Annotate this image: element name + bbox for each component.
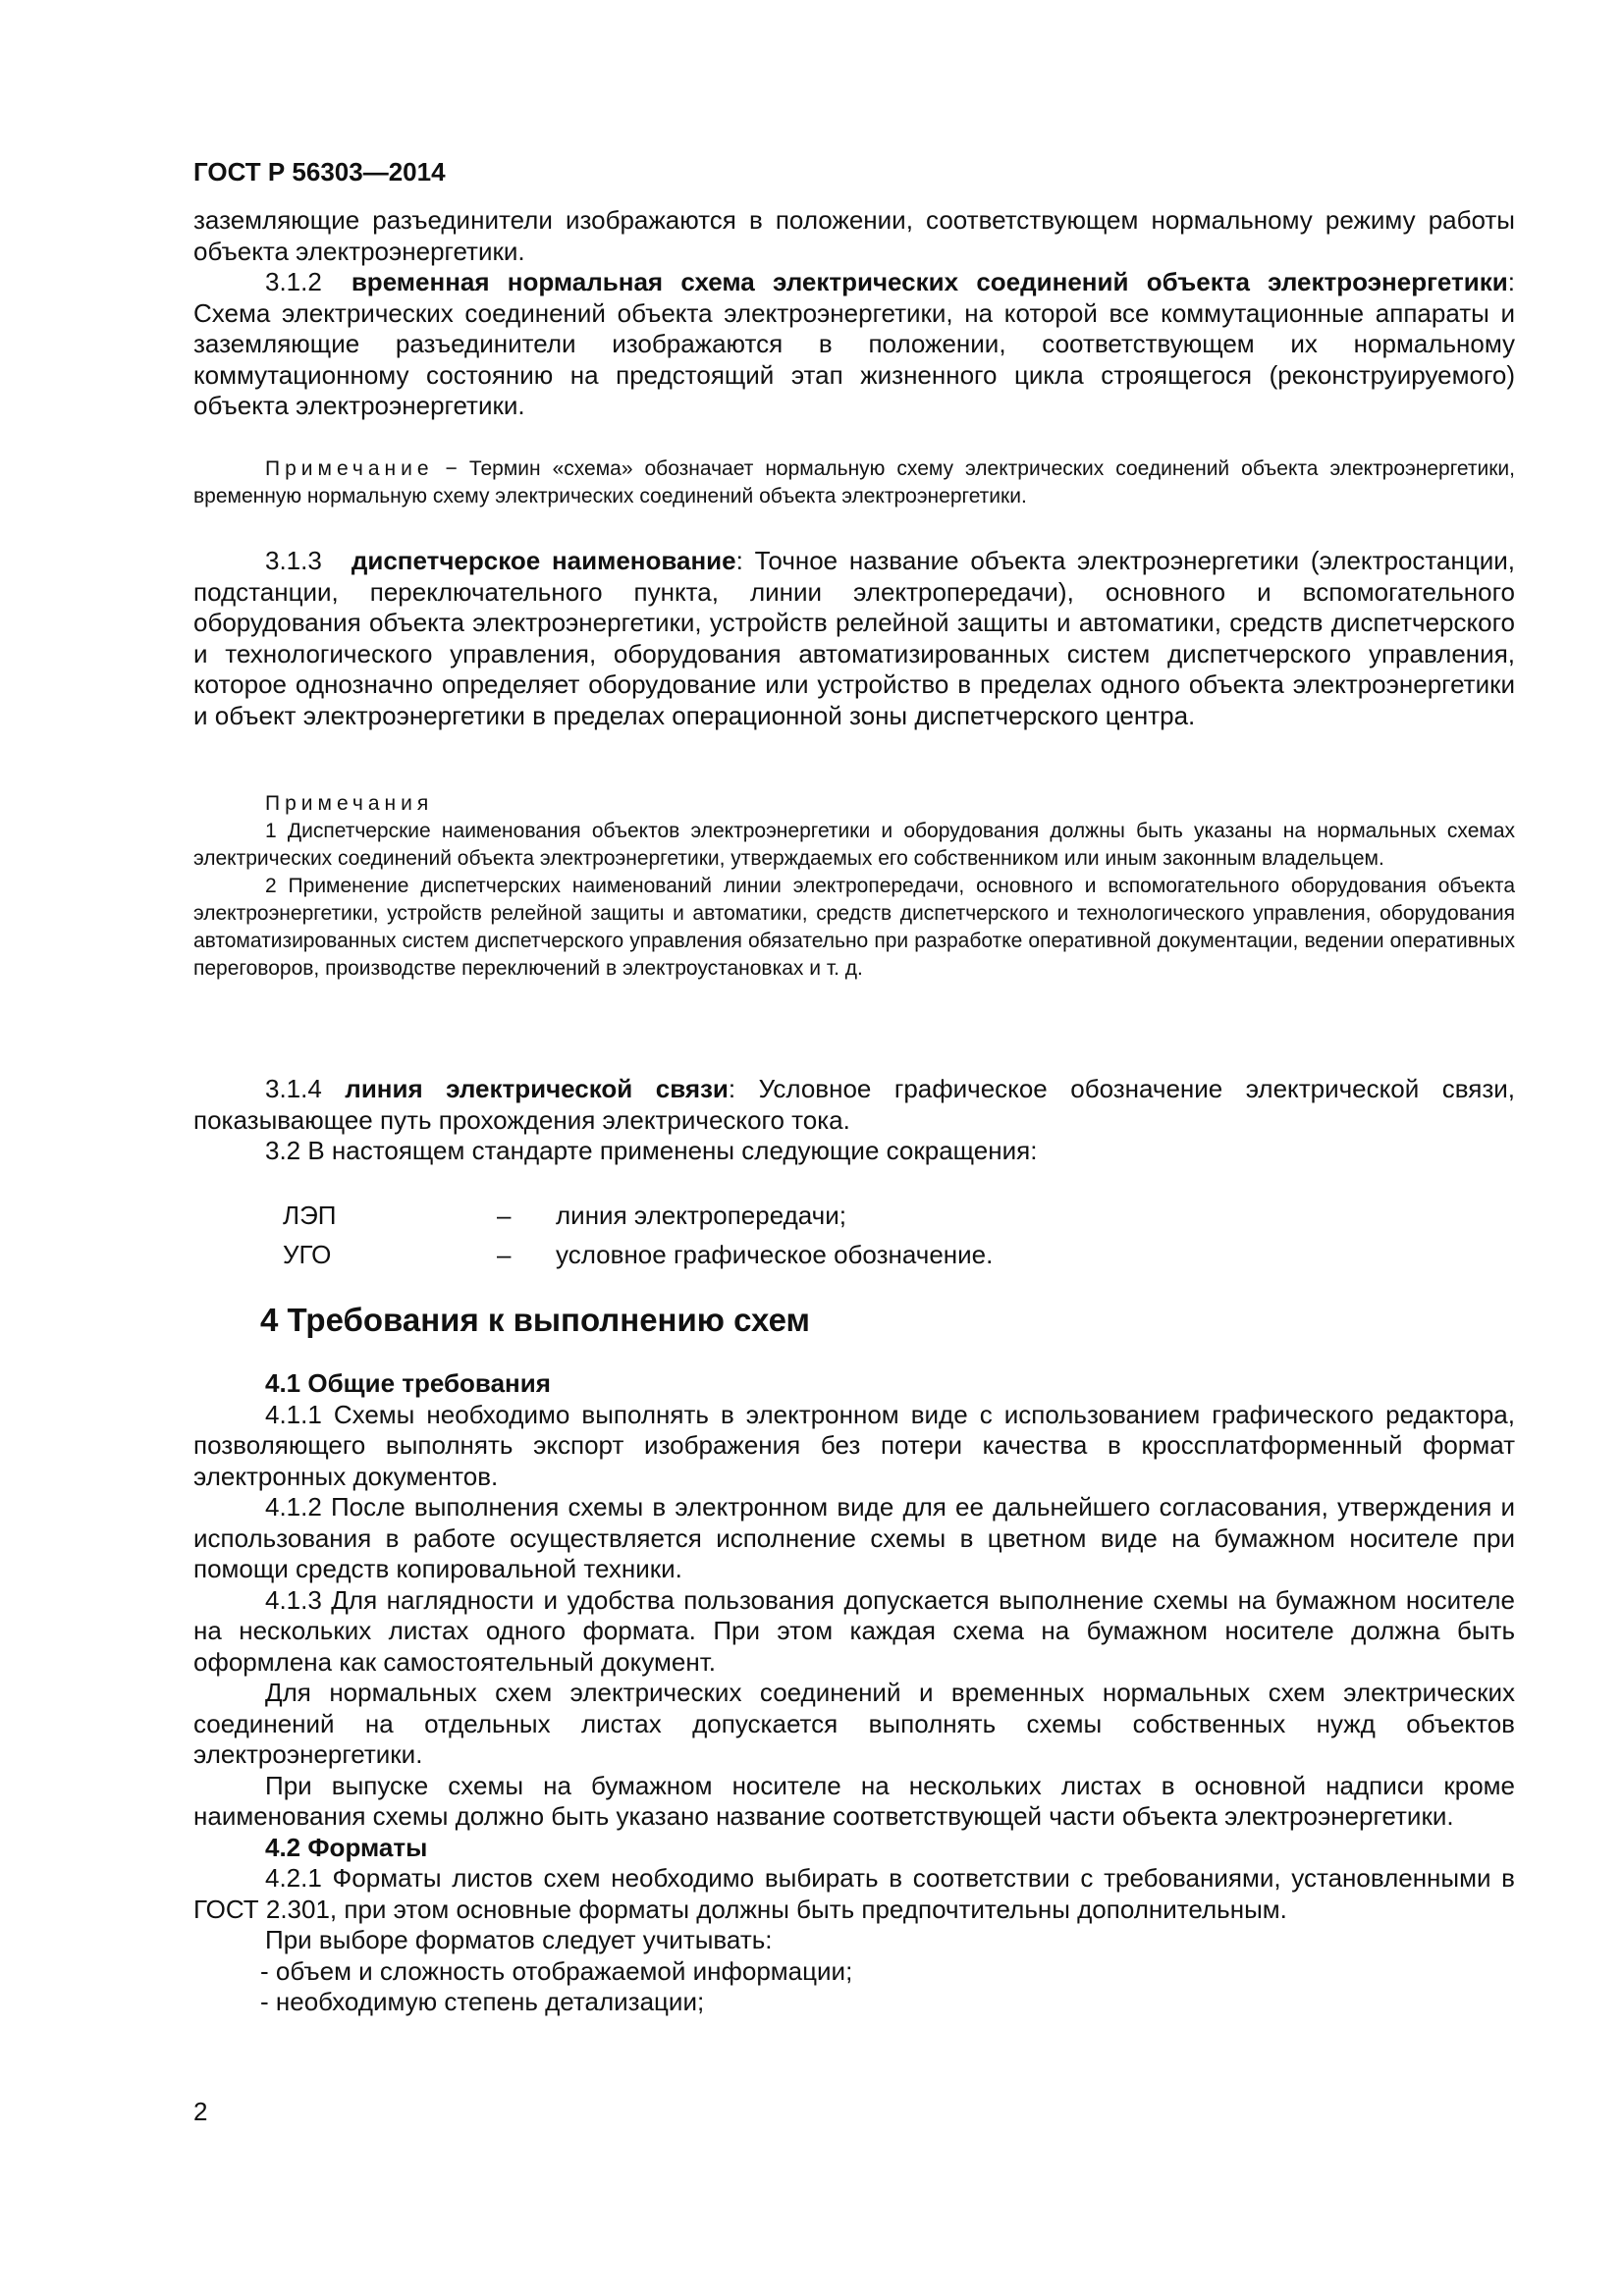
paragraph-4-1-1: 4.1.1 Схемы необходимо выполнять в электронном виде с использованием графического редактора, позволяющего выполнять экспорт изображения без потери качества в кроссплатформенный формат электронных документов. [193,1399,1515,1491]
term-name: диспетчерское наименование [351,546,736,575]
abbreviation-meaning: линия электропередачи; [556,1201,846,1230]
paragraph-4-2-1: 4.2.1 Форматы листов схем необходимо выбирать в соответствии с требованиями, установленными в ГОСТ 2.301, при этом основные форматы должны быть предпочтительны дополнительным. [193,1863,1515,1924]
top-block [193,205,1515,422]
abbreviation-row [193,1235,1515,1274]
abbreviation: УГО [283,1240,332,1269]
section-4-heading-block [193,1302,1515,1339]
section-4-body [193,1368,1515,2018]
abbreviations-intro: 3.2 В настоящем стандарте применены следующие сокращения: [265,1136,1038,1165]
subsection-heading-4-2: 4.2 Форматы [265,1832,428,1862]
document-header-code: ГОСТ Р 56303—2014 [193,157,446,187]
term-3-1-4 [193,1074,1515,1136]
note-block-1 [193,455,1515,510]
abbreviation-meaning: условное графическое обозначение. [556,1240,994,1269]
paragraph-4-1-2: 4.1.2 После выполнения схемы в электронном виде для ее дальнейшего согласования, утверждения и использования в работе осуществляется исполнение схемы в цветном виде на бумажном носителе при помощи средств копировальной техники. [193,1492,1515,1583]
term-number: 3.1.4 [265,1074,322,1103]
paragraph-4-2-1-b: При выборе форматов следует учитывать: [265,1925,773,1954]
paragraph-4-1-3-c: При выпуске схемы на бумажном носителе на нескольких листах в основной надписи кроме наименования схемы должно быть указано название соответствующей части объекта электроэнергетики. [193,1770,1515,1831]
list-item: - объем и сложность отображаемой информации; [260,1955,853,1986]
abbreviation-dash: – [497,1201,512,1230]
term-3-1-4-block [193,1074,1515,1167]
term-name: линия электрической связи [345,1074,729,1103]
abbreviation-dash: – [497,1240,512,1269]
section-heading: 4 Требования к выполнению схем [260,1302,810,1338]
term-number: 3.1.3 [265,546,322,575]
term-name: временная нормальная схема электрических соединений объекта электроэнергетики [351,267,1508,296]
notes-block [193,790,1515,983]
note-label: Примечание [265,457,434,480]
abbreviation: ЛЭП [283,1201,337,1230]
term-definition: : Условное графическое обозначение электрической связи, показывающее путь прохождения электрического тока. [193,1074,1515,1135]
continuation-paragraph: заземляющие разъединители изображаются в положении, соответствующем нормальному режиму работы объекта электроэнергетики. [193,205,1515,266]
list-item: - необходимую степень детализации; [260,1987,705,2016]
paragraph-4-1-3: 4.1.3 Для наглядности и удобства пользования допускается выполнение схемы на бумажном носителе на нескольких листах одного формата. При этом каждая схема на бумажном носителе должна быть оформлена как самостоятельный документ. [193,1584,1515,1677]
term-3-1-3 [193,546,1515,731]
term-3-1-3-block [193,546,1515,731]
note-item-1: 1 Диспетчерские наименования объектов электроэнергетики и оборудования должны быть указаны на нормальных схемах электрических соединений объекта электроэнергетики, утверждаемых его собственником или иным законным владельцем. [193,820,1515,870]
notes-label: Примечания [265,792,434,815]
note-paragraph [193,455,1515,510]
note-text: − Термин «схема» обозначает нормальную схему электрических соединений объекта электроэнергетики, временную нормальную схему электрических соединений объекта электроэнергетики. [193,457,1515,507]
term-definition: : Схема электрических соединений объекта электроэнергетики, на которой все коммутационные аппараты и заземляющие разъединители изображаются в положении, соответствующем их нормальному коммутационному состоянию на предстоящий этап жизненного цикла строящегося (реконструируемого) объекта электроэнергетики. [193,267,1515,420]
abbreviations-list [193,1196,1515,1274]
page-number: 2 [193,2097,208,2126]
paragraph-4-1-3-b: Для нормальных схем электрических соединений и временных нормальных схем электрических соединений на отдельных листах допускается выполнять схемы собственных нужд объектов электроэнергетики. [193,1678,1515,1769]
abbreviation-row [193,1196,1515,1235]
note-item-2: 2 Применение диспетчерских наименований линии электропередачи, основного и вспомогательного оборудования объекта электроэнергетики, устройств релейной защиты и автоматики, средств диспетчерского и технологического управления, оборудования автоматизированных систем диспетчерского управления обязательно при разработке оперативной документации, ведении оперативных переговоров, производстве переключений в электроустановках и т. д. [193,875,1515,980]
term-number: 3.1.2 [265,267,322,296]
term-3-1-2 [193,267,1515,422]
term-definition: : Точное название объекта электроэнергетики (электростанции, подстанции, переключательного пункта, линии электропередачи), основного и вспомогательного оборудования объекта электроэнергетики, устройств релейной защиты и автоматики, средств диспетчерского и технологического управления, оборудования автоматизированных систем диспетчерского управления, которое однозначно определяет оборудование или устройство в пределах одного объекта электроэнергетики и объект электроэнергетики в пределах операционной зоны диспетчерского центра. [193,546,1515,730]
subsection-heading-4-1: 4.1 Общие требования [265,1368,551,1398]
